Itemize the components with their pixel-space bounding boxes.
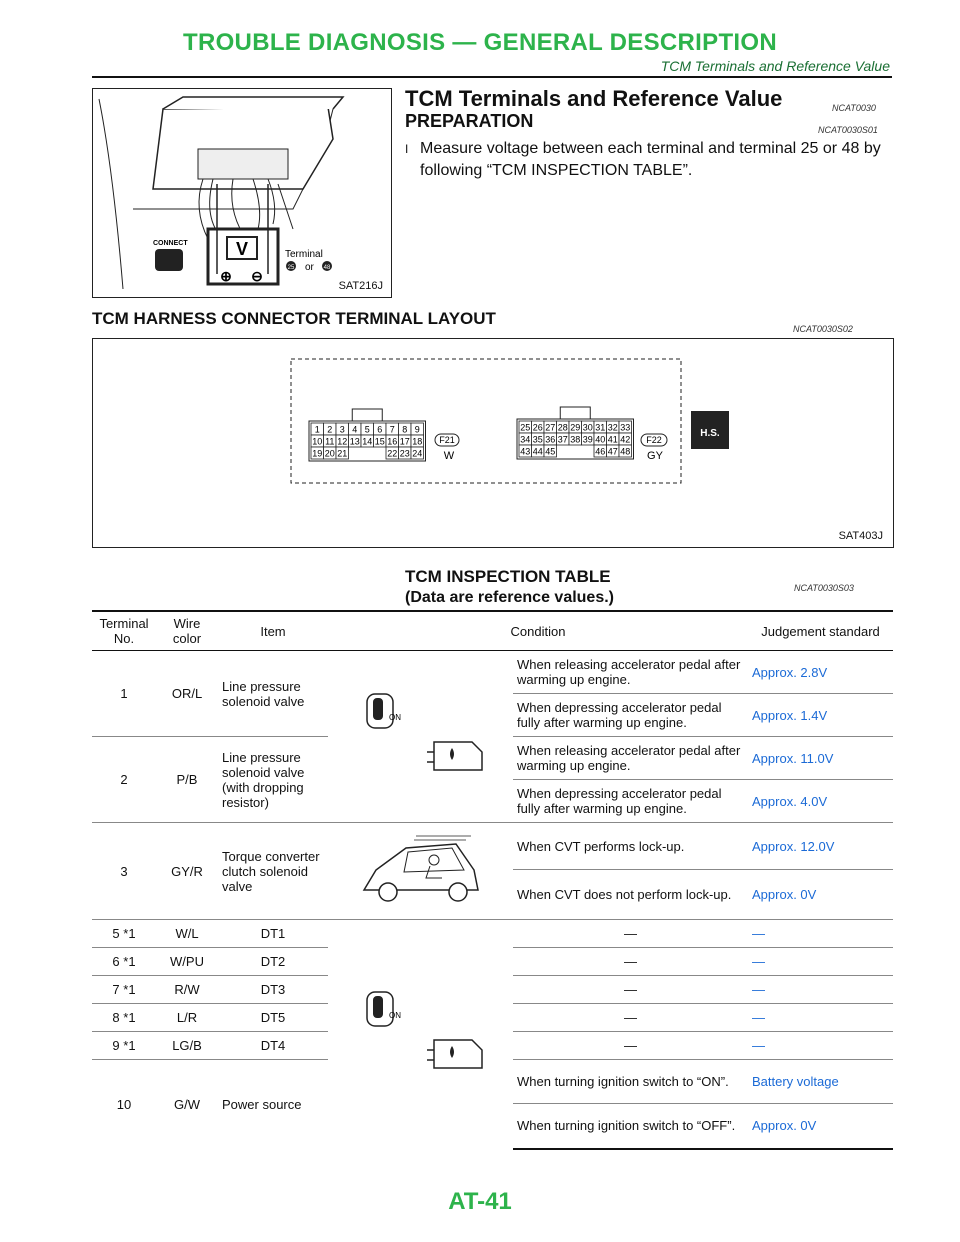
inspection-table-note: (Data are reference values.) [405, 589, 614, 606]
terminal-pin-label: 48 [620, 446, 631, 457]
terminal-48: 48 [323, 265, 331, 271]
terminal-pin-label: 42 [620, 434, 631, 445]
condition-cell: When turning ignition switch to “ON”. [513, 1060, 748, 1104]
condition-cell: — [513, 920, 748, 948]
terminal-pin-label: 26 [532, 422, 543, 433]
terminal-pin-label: 40 [595, 434, 606, 445]
item-cell: DT2 [218, 948, 328, 976]
svg-text:⊖: ⊖ [251, 268, 263, 284]
connector-layout-title: TCM HARNESS CONNECTOR TERMINAL LAYOUT [92, 309, 496, 328]
terminal-cell: 2 [92, 737, 156, 823]
item-cell: Torque converter clutch solenoid valve [218, 823, 328, 920]
judgement-cell: Approx. 1.4V [748, 694, 893, 737]
terminal-pin-label: 39 [582, 434, 593, 445]
terminal-pin-label: 46 [595, 446, 606, 457]
terminal-pin-label: 3 [339, 424, 345, 435]
page-header-title: TROUBLE DIAGNOSIS — GENERAL DESCRIPTION [183, 29, 777, 56]
f22-label: F22 [646, 435, 662, 445]
inspection-table [92, 610, 893, 1150]
judgement-cell: Approx. 2.8V [748, 651, 893, 694]
judgement-cell: — [748, 1004, 893, 1032]
terminal-pin-label: 12 [337, 436, 348, 447]
preparation-title: PREPARATION [405, 111, 534, 131]
judgement-cell: — [748, 948, 893, 976]
header-wire-color: Wire color [156, 611, 218, 651]
terminal-pin-label: 9 [414, 424, 420, 435]
header-rule [92, 76, 892, 78]
header-judgement: Judgement standard [748, 611, 893, 651]
hs-label: H.S. [700, 428, 720, 439]
engine-warm-icon [422, 730, 492, 780]
terminal-pin-label: 30 [582, 422, 593, 433]
terminal-pin-label: 15 [374, 436, 385, 447]
terminal-pin-label: 20 [324, 448, 335, 459]
ignition-on-icon [349, 988, 419, 1078]
terminal-pin-label: 16 [387, 436, 398, 447]
terminal-pin-label: 38 [570, 434, 581, 445]
condition-cell: When CVT performs lock-up. [513, 823, 748, 870]
header-item: Item [218, 611, 328, 651]
connect-label: CONNECT [153, 240, 188, 247]
connector-diagram [93, 339, 893, 547]
terminal-pin-label: 25 [520, 422, 531, 433]
vehicle-driving-icon [356, 830, 486, 910]
judgement-cell: Approx. 11.0V [748, 737, 893, 780]
terminal-pin-label: 36 [545, 434, 556, 445]
condition-cell: When releasing accelerator pedal after warming up engine. [513, 651, 748, 694]
judgement-cell: Approx. 12.0V [748, 823, 893, 870]
section-code: NCAT0030 [832, 103, 876, 113]
terminal-cell: 3 [92, 823, 156, 920]
terminal-pin-label: 27 [545, 422, 556, 433]
item-cell: Line pressure solenoid valve [218, 651, 328, 737]
wire-cell: W/PU [156, 948, 218, 976]
preparation-bullet [405, 138, 895, 182]
item-cell: Power source [218, 1060, 328, 1149]
condition-cell: When releasing accelerator pedal after warming up engine. [513, 737, 748, 780]
terminal-cell: 10 [92, 1060, 156, 1149]
terminal-pin-label: 47 [607, 446, 618, 457]
f22-color: GY [647, 450, 663, 462]
terminal-pin-label: 19 [312, 448, 323, 459]
wire-cell: OR/L [156, 651, 218, 737]
terminal-pin-label: 11 [325, 436, 335, 447]
terminal-cell: 6 *1 [92, 948, 156, 976]
judgement-cell: Approx. 0V [748, 870, 893, 920]
inspection-table-code: NCAT0030S03 [794, 583, 854, 593]
terminal-pin-label: 28 [557, 422, 568, 433]
terminal-25: 25 [287, 265, 295, 271]
terminal-pin-label: 23 [399, 448, 410, 459]
table-row [92, 920, 893, 948]
judgement-cell: — [748, 1032, 893, 1060]
judgement-cell: Approx. 4.0V [748, 780, 893, 823]
terminal-pin-label: 32 [607, 422, 618, 433]
vehicle-icon-cell [328, 823, 513, 920]
terminal-pin-label: 37 [557, 434, 568, 445]
terminal-pin-label: 10 [312, 436, 323, 447]
wire-cell: R/W [156, 976, 218, 1004]
f22-connector-latch [560, 407, 590, 419]
tcm-connector [198, 149, 288, 179]
ignition-on-icon-cell [328, 651, 513, 823]
judgement-cell: Approx. 0V [748, 1104, 893, 1149]
ignition-on-label: ON [388, 713, 401, 722]
terminal-cell: 1 [92, 651, 156, 737]
judgement-cell: — [748, 976, 893, 1004]
svg-text:⊕: ⊕ [220, 268, 232, 284]
terminal-pin-label: 2 [327, 424, 333, 435]
wire-cell: G/W [156, 1060, 218, 1149]
f21-connector [309, 409, 426, 461]
terminal-pin-label: 31 [595, 422, 606, 433]
condition-cell: When turning ignition switch to “OFF”. [513, 1104, 748, 1149]
terminal-pin-label: 44 [532, 446, 543, 457]
table-row [92, 823, 893, 870]
page-header-subtitle: TCM Terminals and Reference Value [660, 58, 890, 74]
voltmeter-label: V [235, 239, 249, 259]
figure-caption-2: SAT403J [838, 530, 883, 542]
condition-cell: When depressing accelerator pedal fully after warming up engine. [513, 694, 748, 737]
preparation-code: NCAT0030S01 [818, 125, 878, 135]
item-cell: DT4 [218, 1032, 328, 1060]
item-cell: Line pressure solenoid valve (with dropping resistor) [218, 737, 328, 823]
condition-cell: — [513, 1032, 748, 1060]
wire-cell: P/B [156, 737, 218, 823]
terminal-pin-label: 4 [352, 424, 358, 435]
wire-cell: GY/R [156, 823, 218, 920]
tcm-measurement-illustration [93, 89, 391, 297]
header-condition: Condition [328, 611, 748, 651]
item-cell: DT1 [218, 920, 328, 948]
terminal-cell: 8 *1 [92, 1004, 156, 1032]
condition-cell: When CVT does not perform lock-up. [513, 870, 748, 920]
terminal-pin-label: 29 [570, 422, 581, 433]
terminal-pin-label: 35 [532, 434, 543, 445]
terminal-pin-label: 5 [364, 424, 370, 435]
connector-layout-code: NCAT0030S02 [793, 324, 853, 334]
terminal-cell: 7 *1 [92, 976, 156, 1004]
f21-color: W [443, 450, 455, 462]
header-terminal: Terminal No. [92, 611, 156, 651]
figure-caption: SAT216J [338, 280, 383, 292]
terminal-cell: 9 *1 [92, 1032, 156, 1060]
terminal-pin-label: 17 [399, 436, 410, 447]
section-title: TCM Terminals and Reference Value [405, 86, 783, 111]
condition-cell: — [513, 976, 748, 1004]
item-cell: DT5 [218, 1004, 328, 1032]
terminal-pin-label: 13 [349, 436, 360, 447]
wire-cell: W/L [156, 920, 218, 948]
connector-layout-figure [92, 338, 894, 548]
item-cell: DT3 [218, 976, 328, 1004]
f22-connector-tag [641, 434, 667, 462]
terminal-pin-label: 14 [362, 436, 373, 447]
terminal-pin-label: 41 [607, 434, 618, 445]
judgement-cell: Battery voltage [748, 1060, 893, 1104]
f21-connector-latch [352, 409, 382, 421]
engine-warm-icon [422, 1028, 492, 1078]
condition-cell: — [513, 948, 748, 976]
preparation-text: Measure voltage between each terminal and terminal 25 or 48 by following “TCM INSPECTION TABLE”. [420, 140, 881, 179]
condition-cell: — [513, 1004, 748, 1032]
terminal-pin-label: 7 [389, 424, 395, 435]
terminal-pin-label: 1 [314, 424, 320, 435]
terminal-pin-label: 34 [520, 434, 531, 445]
table-row [92, 651, 893, 694]
f22-connector [517, 407, 634, 459]
wire-cell: L/R [156, 1004, 218, 1032]
inspection-table-title: TCM INSPECTION TABLE [405, 567, 611, 586]
terminal-pin-label: 24 [412, 448, 423, 459]
connect-icon [155, 249, 183, 271]
terminal-or: or [305, 262, 314, 273]
wire-cell: LG/B [156, 1032, 218, 1060]
table-header-row [92, 611, 893, 651]
page-number: AT-41 [448, 1188, 512, 1215]
ignition-on-label: ON [388, 1010, 401, 1020]
terminal-pin-label: 8 [402, 424, 408, 435]
condition-cell: When depressing accelerator pedal fully after warming up engine. [513, 780, 748, 823]
tcm-measurement-figure [92, 88, 392, 298]
ignition-on-icon [349, 690, 419, 780]
hs-connector-icon [691, 411, 729, 449]
terminal-pin-label: 18 [412, 436, 423, 447]
terminal-cell: 5 *1 [92, 920, 156, 948]
terminal-pin-label: 22 [387, 448, 398, 459]
f21-connector-tag [435, 434, 459, 462]
terminal-pin-label: 45 [545, 446, 556, 457]
terminal-pin-label: 33 [620, 422, 631, 433]
f21-label: F21 [439, 435, 455, 445]
bullet-mark: I [405, 142, 409, 156]
judgement-cell: — [748, 920, 893, 948]
terminal-pin-label: 6 [377, 424, 383, 435]
terminal-pin-label: 43 [520, 446, 531, 457]
ignition-on-icon-cell [328, 920, 513, 1149]
terminal-label: Terminal [285, 249, 323, 260]
terminal-pin-label: 21 [337, 448, 348, 459]
